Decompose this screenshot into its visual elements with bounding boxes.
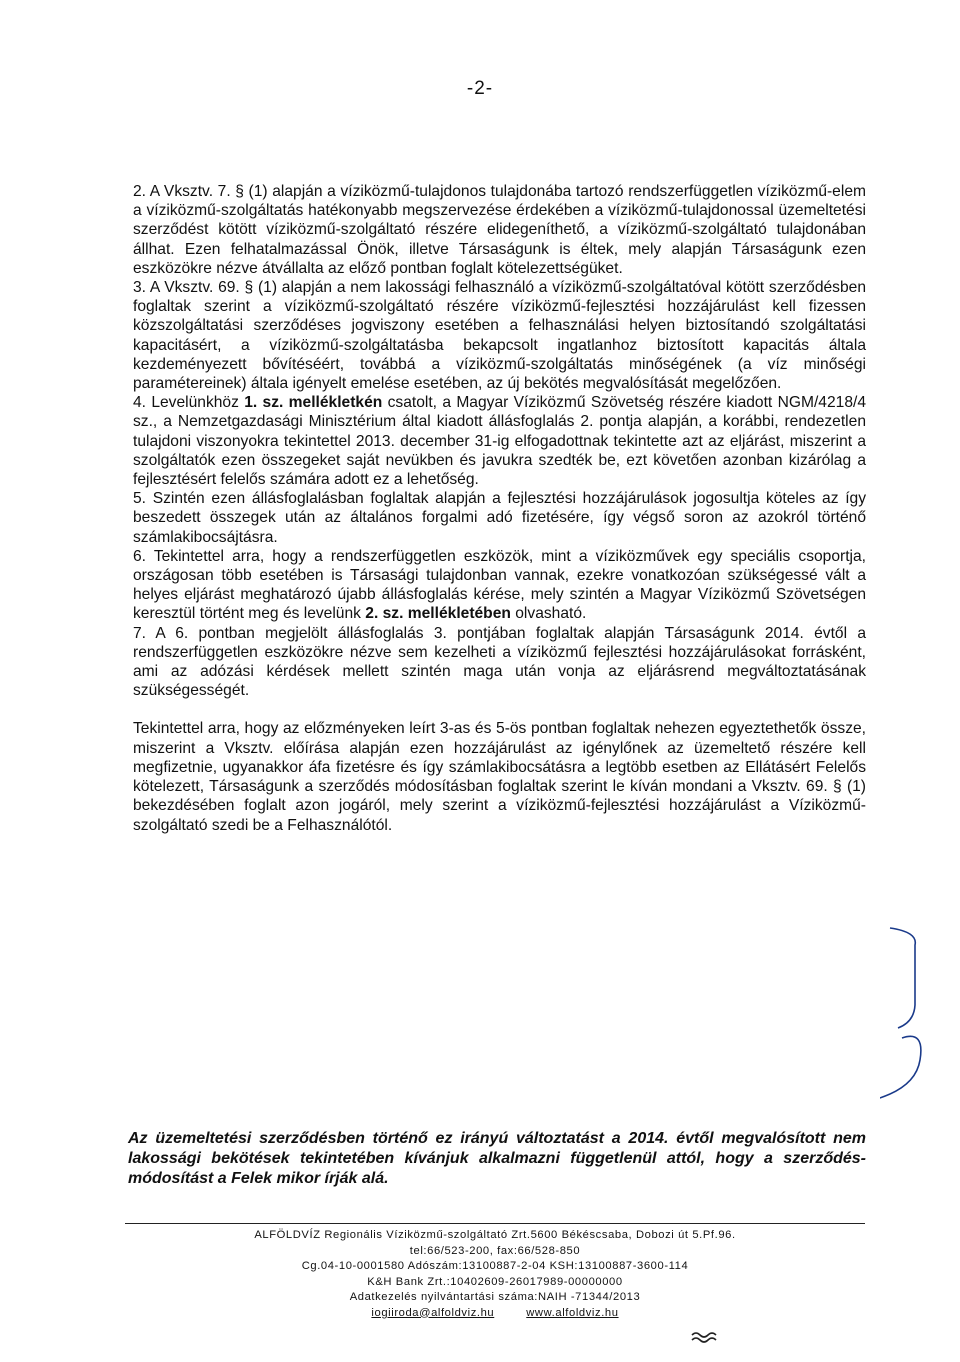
footer-website-link[interactable]: www.alfoldviz.hu	[526, 1306, 619, 1319]
footer-links	[125, 1306, 865, 1322]
page-number: -2-	[466, 78, 494, 99]
footer-phone-fax: tel:66/523-200, fax:66/528-850	[409, 1244, 581, 1257]
paragraph-4	[133, 393, 866, 489]
attachment-2-reference: 2. sz. mellékletében	[365, 605, 511, 623]
paragraph-3: 3. A Vksztv. 69. § (1) alapján a nem lakossági felhasználó a víziközmű-szolgáltatóval kötött szerződésben foglaltak szerint a víziközmű-szolgáltató részére víziközmű-fejlesztési hozzájárulást kell fizessen közszolgáltatási szerződéses jogviszony esetében a felhasználási helyen biztosítandó szolgáltatási kapacitásért, a víziközmű-szolgáltatásba bekapcsolt ingatlanhoz biztosított kapacitás általa kezdeményezett bővítéséért, továbbá a víziközmű-szolgáltatás minőségének (a víz minőségi paramétereinek) általa igényelt emelése esetében, az új bekötés megvalósítását megelőzően.	[133, 279, 866, 393]
paragraph-6-text-b: olvasható.	[510, 605, 587, 623]
attachment-1-reference: 1. sz. mellékletkén	[244, 394, 383, 412]
paragraph-2: 2. A Vksztv. 7. § (1) alapján a víziközmű-tulajdonos tulajdonába tartozó rendszerfüggetlen víziközmű-elem a víziközmű-szolgáltatás hatékonyabb megszervezése érdekében a víziközmű-tulajdonossal üzemeltetési szerződést kötött víziközmű-szolgáltató részére elidegeníthető, a víziközmű-szolgáltató tulajdonában állhat. Ezen felhatalmazással Önök, illetve Társaságunk is éltek, mely alapján Társaságunk ezen eszközökre nézve átvállalta az előző pontban foglalt kötelezettségüket.	[133, 183, 866, 277]
footer-naih: Adatkezelés nyilvántartási száma:NAIH -71344/2013	[349, 1291, 641, 1303]
footer-bank: K&H Bank Zrt.:10402609-26017989-00000000	[367, 1275, 623, 1288]
handwritten-bracket-mark	[880, 920, 930, 1120]
footer-company-address: ALFÖLDVÍZ Regionális Víziközmű-szolgáltató Zrt.5600 Békéscsaba, Dobozi út 5.Pf.96.	[254, 1229, 736, 1241]
paragraph-6-text-a: 6. Tekintettel arra, hogy a rendszerfüggetlen eszközök, mint a víziközművek egy speciális csoportja, országosan több esetében is Társasági tulajdonban vannak, ezekre vonatkozóan szükségessé vált a helyes eljárást meghatározó újabb állásfoglalás kérése, mely szintén a Magyar Víziközmű Szövetségen keresztül történt meg és levelünk	[133, 547, 866, 623]
paragraph-gap	[133, 700, 866, 719]
footer-email-link[interactable]: iogiiroda@alfoldviz.hu	[371, 1306, 495, 1319]
company-footer	[125, 1228, 865, 1321]
italic-statement: Az üzemeltetési szerződésben történő ez irányú változtatást a 2014. évtől megvalósított nem lakossági bekötések tekintetében kívánjuk alkalmazni függetlenül attól, hogy a szerződés-módosítást a Felek mikor írják alá.	[128, 1130, 866, 1187]
footer-divider	[125, 1223, 865, 1224]
paragraph-6	[133, 547, 866, 624]
paragraph-5: 5. Szintén ezen állásfoglalásban foglaltak alapján a fejlesztési hozzájárulások jogosultja köteles az így beszedett összegek után az általános forgalmi adó fizetésére, így végső soron az azokról történő számlakibocsájtásra.	[133, 490, 866, 546]
wave-logo-icon	[690, 1330, 718, 1344]
paragraph-4-text-a: 4. Levelünkhöz	[133, 394, 245, 412]
footer-registration: Cg.04-10-0001580 Adószám:13100887-2-04 KSH:13100887-3600-114	[301, 1260, 689, 1272]
paragraph-summary: Tekintettel arra, hogy az előzményeken leírt 3-as és 5-ös pontban foglaltak nehezen egyeztethetők össze, miszerint a Vksztv. előírása alapján ezen hozzájárulást az igénylőnek az üzemeltető részére kell megfizetnie, ugyanakkor áfa fizetésre és így számlakibocsátásra a legtöbb esetben az Ellátásért Felelős kötelezett, Társaságunk a szerződés módosításban foglaltak szerint le kíván mondani a Vksztv. 69. § (1) bekezdésében foglalt azon jogáról, mely szerint a víziközmű-fejlesztési hozzájárulást a Víziközmű-szolgáltató szedi be a Felhasználótól.	[133, 720, 866, 834]
paragraph-7: 7. A 6. pontban megjelölt állásfoglalás 3. pontjában foglaltak alapján Társaságunk 2014. évtől a rendszerfüggetlen eszközökre nézve sem kezelheti a víziközmű fejlesztési hozzájárulásokat forrásként, ami az adózási kérdések mellett szintén maga után vonja az eljárásrend megváltoztatásának szükségességét.	[133, 624, 866, 700]
letter-body	[133, 182, 866, 835]
paragraph-4-text-b: csatolt, a Magyar Víziközmű Szövetség részére kiadott NGM/4218/4 sz., a Nemzetgazdasági Minisztérium által kiadott állásfoglalás 2. pontja alapján, a korábbi, rendezetlen tulajdoni viszonyokra tekintettel 2013. december 31-ig elfogadottnak tekintette azt az eljárást, miszerint a szolgáltatók ezen összegeket saját nevükben és javukra szedték be, ezt követően azonban kizárólag a fejlesztésért felelős számára adott ez a lehetőség.	[133, 394, 866, 489]
